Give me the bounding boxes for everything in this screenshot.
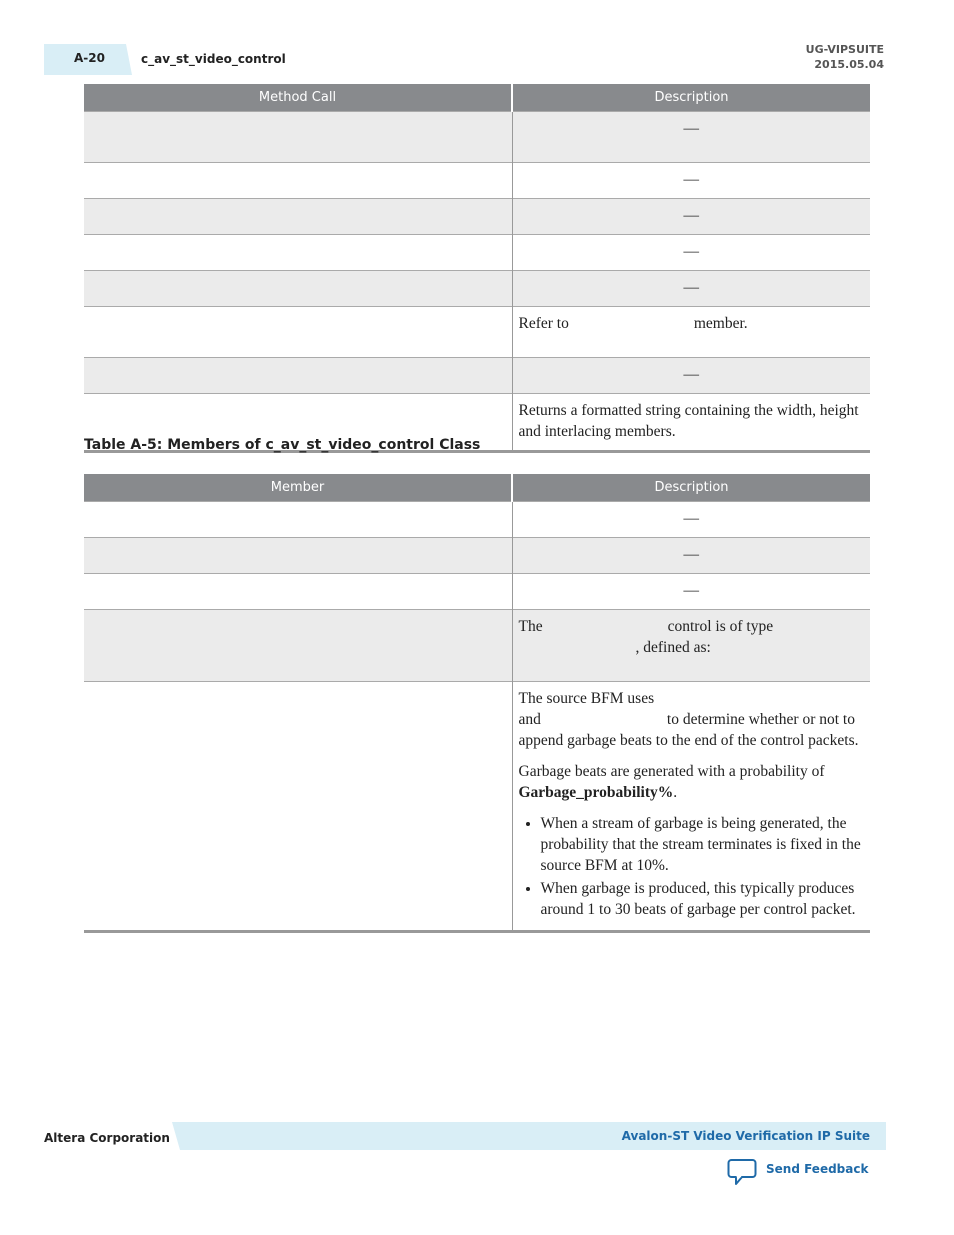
- description-cell: —: [512, 271, 870, 307]
- speech-bubble-icon: [727, 1158, 757, 1191]
- description-text: .: [673, 784, 678, 801]
- description-text: Refer to: [518, 315, 569, 332]
- description-cell: [512, 307, 870, 358]
- member-cell: [84, 502, 512, 538]
- column-header-description: Description: [512, 84, 870, 112]
- description-cell: —: [512, 502, 870, 538]
- table-row: [84, 610, 870, 682]
- table-row: [84, 307, 870, 358]
- description-paragraph: [519, 688, 865, 751]
- table-row: [84, 163, 870, 199]
- description-text: and: [518, 711, 541, 728]
- description-paragraph: [519, 761, 865, 803]
- description-text: Garbage beats are generated with a probability of: [518, 763, 825, 780]
- member-cell: [84, 574, 512, 610]
- table-row: [84, 358, 870, 394]
- table-row: [84, 574, 870, 610]
- document-date: 2015.05.04: [814, 58, 884, 71]
- document-id: UG-VIPSUITE: [805, 43, 884, 56]
- member-cell: [84, 538, 512, 574]
- description-cell: —: [512, 163, 870, 199]
- list-item: • When a stream of garbage is being generated, the probability that the stream terminates is fixed in the source BFM at 10%.: [541, 813, 865, 876]
- method-cell: [84, 307, 512, 358]
- garbage-probability-term: Garbage_probability%: [518, 784, 674, 801]
- members-table: [84, 474, 870, 933]
- method-cell: [84, 112, 512, 163]
- description-text: member.: [693, 315, 748, 332]
- description-cell: —: [512, 199, 870, 235]
- company-name: Altera Corporation: [44, 1131, 170, 1145]
- member-cell: [84, 610, 512, 682]
- description-text: The source BFM uses: [518, 690, 655, 707]
- table-caption: Table A-5: Members of c_av_st_video_control Class: [84, 437, 481, 453]
- method-cell: [84, 163, 512, 199]
- method-cell: [84, 358, 512, 394]
- column-header-description: Description: [512, 474, 870, 502]
- table-row: [84, 271, 870, 307]
- description-cell: [512, 682, 870, 932]
- method-cell: [84, 271, 512, 307]
- section-title: c_av_st_video_control: [141, 52, 286, 66]
- description-cell: [512, 610, 870, 682]
- description-cell: —: [512, 112, 870, 163]
- table-row: [84, 538, 870, 574]
- description-cell: —: [512, 538, 870, 574]
- table-row: [84, 235, 870, 271]
- table-header-row: [84, 474, 870, 502]
- document-title[interactable]: Avalon-ST Video Verification IP Suite: [621, 1129, 870, 1143]
- description-cell: —: [512, 358, 870, 394]
- method-cell: [84, 199, 512, 235]
- table-row: [84, 112, 870, 163]
- member-cell: [84, 682, 512, 932]
- description-text: to determine whether or not to append garbage beats to the end of the control packets.: [518, 711, 859, 749]
- table-row: [84, 199, 870, 235]
- send-feedback-label: Send Feedback: [766, 1162, 869, 1176]
- table-row: [84, 682, 870, 932]
- description-cell: Returns a formatted string containing the width, height and interlacing members.: [512, 394, 870, 452]
- description-cell: —: [512, 235, 870, 271]
- page-number: A-20: [74, 51, 105, 65]
- description-text: The: [518, 618, 543, 635]
- column-header-member: Member: [84, 474, 512, 502]
- bullet-list: [519, 813, 865, 920]
- table-row: [84, 502, 870, 538]
- method-call-table: [84, 84, 870, 453]
- description-text: control is of type: [667, 618, 774, 635]
- send-feedback-link[interactable]: [727, 1158, 868, 1188]
- table-header-row: [84, 84, 870, 112]
- list-item: • When garbage is produced, this typically produces around 1 to 30 beats of garbage per control packet.: [541, 878, 865, 920]
- description-cell: —: [512, 574, 870, 610]
- description-text: , defined as:: [635, 639, 711, 656]
- column-header-method-call: Method Call: [84, 84, 512, 112]
- method-cell: [84, 235, 512, 271]
